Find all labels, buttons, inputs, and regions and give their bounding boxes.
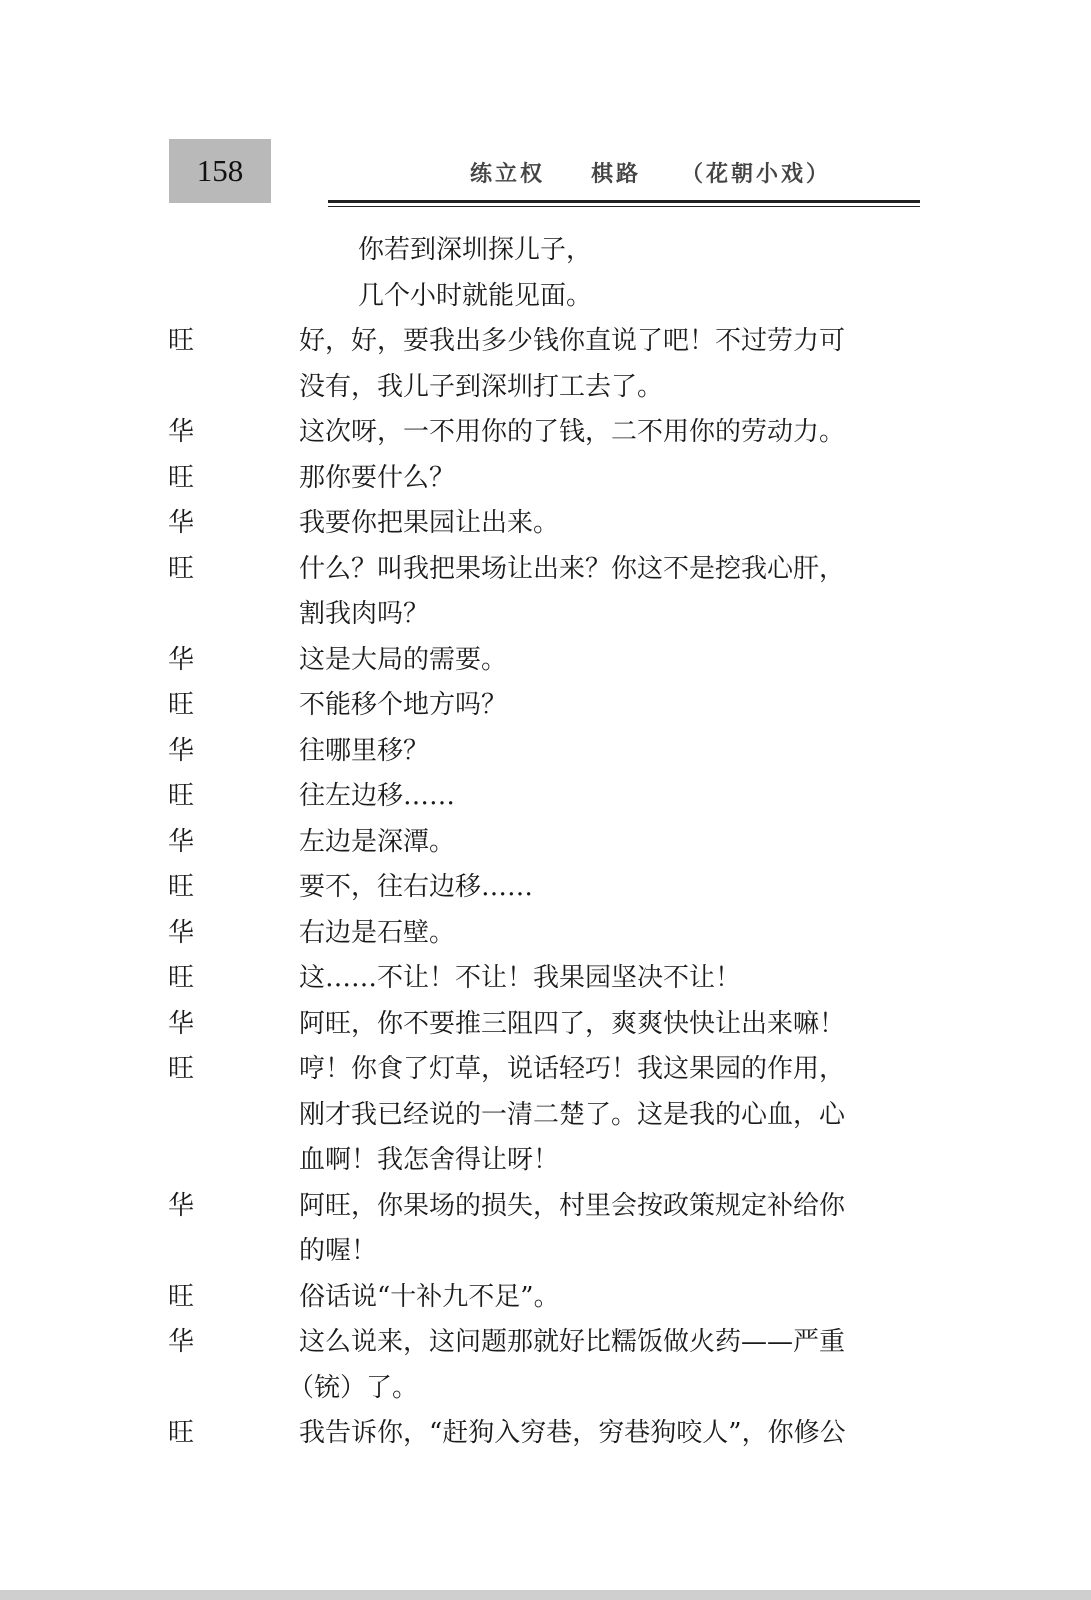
speaker-label: 旺: [168, 462, 195, 493]
dialogue-line: [0, 1275, 1091, 1321]
line-text: 你若到深圳探儿子，: [358, 235, 593, 265]
line-text: 我告诉你，“赶狗入穷巷，穷巷狗咬人”，你修公: [299, 1418, 846, 1448]
line-text: 什么？叫我把果场让出来？你这不是挖我心肝，: [299, 553, 846, 584]
dialogue-line: [0, 1184, 1091, 1230]
line-text: 那你要什么？: [299, 462, 456, 493]
dialogue-line: [0, 1002, 1091, 1048]
speaker-label: 旺: [168, 690, 195, 720]
dialogue-line: [0, 365, 1091, 411]
line-text: 割我肉吗？: [299, 599, 430, 629]
speaker-label: 旺: [168, 1281, 195, 1312]
dialogue-line: [0, 1093, 1091, 1139]
line-text: 阿旺，你果场的损失，村里会按政策规定补给你: [299, 1190, 846, 1221]
dialogue-line: [0, 1320, 1091, 1366]
speaker-label: 旺: [168, 326, 195, 356]
speaker-label: 华: [168, 1008, 195, 1039]
dialogue-line: [0, 729, 1091, 775]
dialogue-line: [0, 319, 1091, 365]
header-author: 练立权: [470, 161, 546, 187]
speaker-label: 旺: [168, 963, 195, 993]
line-text: 右边是石壁。: [299, 917, 456, 948]
line-text: 这……不让！不让！我果园坚决不让！: [299, 963, 742, 993]
speaker-label: 华: [168, 508, 195, 538]
script-body: [0, 228, 1091, 1457]
speaker-label: 旺: [168, 1418, 195, 1448]
line-text: 没有，我儿子到深圳打工去了。: [299, 371, 664, 402]
dialogue-line: [0, 274, 1091, 320]
dialogue-line: [0, 456, 1091, 502]
header-title: 棋路: [591, 161, 642, 187]
speaker-label: 华: [168, 1190, 195, 1221]
speaker-label: 旺: [168, 872, 195, 902]
dialogue-line: [0, 1229, 1091, 1275]
speaker-label: 华: [168, 417, 195, 447]
header-genre: （花朝小戏）: [681, 161, 832, 187]
dialogue-line: [0, 774, 1091, 820]
dialogue-line: [0, 1047, 1091, 1093]
line-text: 不能移个地方吗？: [299, 690, 508, 720]
running-header: [470, 150, 831, 194]
dialogue-line: [0, 956, 1091, 1002]
dialogue-line: [0, 911, 1091, 957]
line-text: 这次呀，一不用你的了钱，二不用你的劳动力。: [299, 417, 846, 447]
speaker-label: 华: [168, 917, 195, 948]
speaker-label: 华: [168, 735, 195, 766]
line-text: （铳）了。: [288, 1372, 419, 1403]
dialogue-line: [0, 547, 1091, 593]
dialogue-line: [0, 501, 1091, 547]
dialogue-line: [0, 228, 1091, 274]
header-rule-thick: [328, 200, 920, 203]
speaker-label: 旺: [168, 781, 195, 811]
line-text: 几个小时就能见面。: [358, 280, 593, 311]
dialogue-line: [0, 1411, 1091, 1457]
dialogue-line: [0, 638, 1091, 684]
speaker-label: 华: [168, 644, 195, 675]
dialogue-line: [0, 410, 1091, 456]
speaker-label: 旺: [168, 553, 195, 584]
dialogue-line: [0, 1366, 1091, 1412]
dialogue-line: [0, 683, 1091, 729]
line-text: 这是大局的需要。: [299, 644, 508, 675]
dialogue-line: [0, 1138, 1091, 1184]
line-text: 的喔！: [299, 1236, 378, 1266]
speaker-label: 华: [168, 1327, 195, 1357]
line-text: 往左边移……: [299, 781, 456, 811]
line-text: 阿旺，你不要推三阻四了，爽爽快快让出来嘛！: [299, 1008, 846, 1039]
line-text: 好，好，要我出多少钱你直说了吧！不过劳力可: [299, 326, 846, 356]
line-text: 俗话说“十补九不足”。: [299, 1281, 560, 1312]
line-text: 刚才我已经说的一清二楚了。这是我的心血，心: [299, 1099, 846, 1130]
speaker-label: 华: [168, 826, 195, 857]
line-text: 血啊！我怎舍得让呀！: [299, 1145, 560, 1175]
line-text: 要不，往右边移……: [299, 872, 534, 902]
line-text: 左边是深潭。: [299, 826, 456, 857]
speaker-label: 旺: [168, 1054, 195, 1084]
dialogue-line: [0, 592, 1091, 638]
line-text: 这么说来，这问题那就好比糯饭做火药——严重: [299, 1327, 846, 1357]
dialogue-line: [0, 820, 1091, 866]
scan-edge: [0, 1590, 1091, 1600]
line-text: 哼！你食了灯草，说话轻巧！我这果园的作用，: [299, 1054, 846, 1084]
line-text: 我要你把果园让出来。: [299, 508, 560, 538]
page-number: 158: [169, 139, 271, 203]
dialogue-line: [0, 865, 1091, 911]
header-rule-thin: [328, 206, 920, 207]
line-text: 往哪里移？: [299, 735, 430, 766]
